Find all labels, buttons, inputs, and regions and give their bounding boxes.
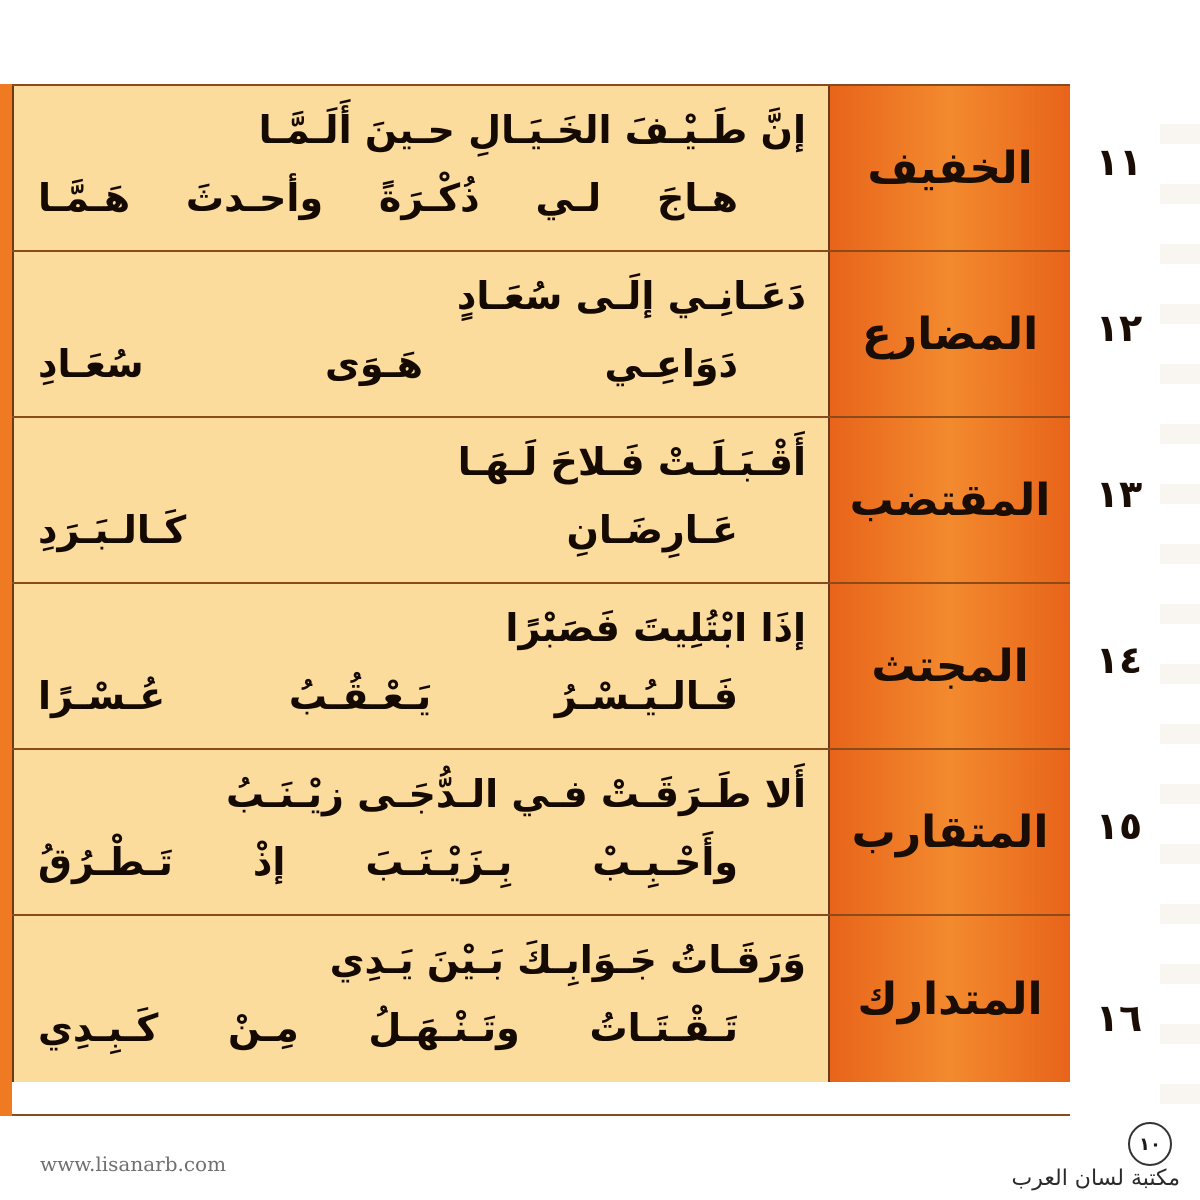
left-accent-strip <box>0 84 12 1116</box>
verse-second-hemistich: وأَحْـبِـبْ بِـزَيْـنَـبَ إذْ تَـطْـرُقُ <box>38 840 738 884</box>
table-row <box>12 750 1070 916</box>
meter-name: المتقارب <box>851 806 1049 858</box>
table-row <box>12 916 1070 1082</box>
verse-second-hemistich: دَوَاعِـي هَـوَى سُعَـادِ <box>38 342 738 386</box>
verse-cell <box>12 86 830 250</box>
row-number: ١٥ <box>1095 804 1143 848</box>
table-row <box>12 418 1070 584</box>
meter-name: المقتضب <box>849 474 1051 526</box>
verse-first-hemistich: أَلا طَـرَقَـتْ فـي الـدُّجَـى زيْـنَـبُ <box>226 772 806 816</box>
meter-cell <box>830 584 1070 748</box>
verse-second-hemistich: عَـارِضَـانِ كَـالـبَـرَدِ <box>38 508 738 552</box>
verse-first-hemistich: وَرَقَـاتُ جَـوَابِـكَ بَـيْنَ يَـدِي <box>329 938 806 982</box>
poetry-meters-table <box>12 84 1070 1116</box>
verse-first-hemistich: إنَّ طَـيْـفَ الخَـيَـالِ حـينَ أَلَـمَّـا <box>258 108 806 152</box>
verse-first-hemistich: إذَا ابْتُلِيتَ فَصَبْرًا <box>505 606 806 650</box>
row-number: ١٤ <box>1095 638 1143 682</box>
verse-first-hemistich: دَعَـانِـي إلَـى سُعَـادٍ <box>456 274 806 318</box>
verse-cell <box>12 584 830 748</box>
verse-first-hemistich: أَقْـبَـلَـتْ فَـلاحَ لَـهَـا <box>457 440 806 484</box>
verse-second-hemistich: تَـقْـتَـاتُ وتَـنْـهَـلُ مِـنْ كَـبِـدِي <box>38 1006 738 1050</box>
page-number-badge: ١٠ <box>1128 1122 1172 1166</box>
verse-cell <box>12 750 830 914</box>
table-row <box>12 252 1070 418</box>
row-number: ١١ <box>1095 140 1143 184</box>
right-decoration <box>1160 84 1200 1116</box>
verse-cell <box>12 916 830 1082</box>
meter-name: المجتث <box>871 640 1029 692</box>
meter-name: المضارع <box>861 308 1039 360</box>
table-row <box>12 86 1070 252</box>
row-number: ١٦ <box>1095 996 1143 1040</box>
verse-cell <box>12 252 830 416</box>
meter-cell <box>830 750 1070 914</box>
meter-name: المتدارك <box>857 973 1043 1025</box>
verse-second-hemistich: هـاجَ لـي ذُكْـرَةً وأحـدثَ هَـمَّـا <box>38 176 738 220</box>
meter-cell <box>830 86 1070 250</box>
meter-cell <box>830 418 1070 582</box>
verse-cell <box>12 418 830 582</box>
publisher-logo: مكتبة لسان العرب <box>1011 1166 1180 1191</box>
table-row <box>12 584 1070 750</box>
footer-website: www.lisanarb.com <box>40 1152 227 1176</box>
row-number: ١٢ <box>1095 306 1143 350</box>
row-number: ١٣ <box>1095 472 1143 516</box>
verse-second-hemistich: فَـالـيُـسْـرُ يَـعْـقُـبُ عُـسْـرًا <box>38 674 738 718</box>
meter-name: الخفيف <box>867 142 1033 194</box>
meter-cell <box>830 916 1070 1082</box>
meter-cell <box>830 252 1070 416</box>
